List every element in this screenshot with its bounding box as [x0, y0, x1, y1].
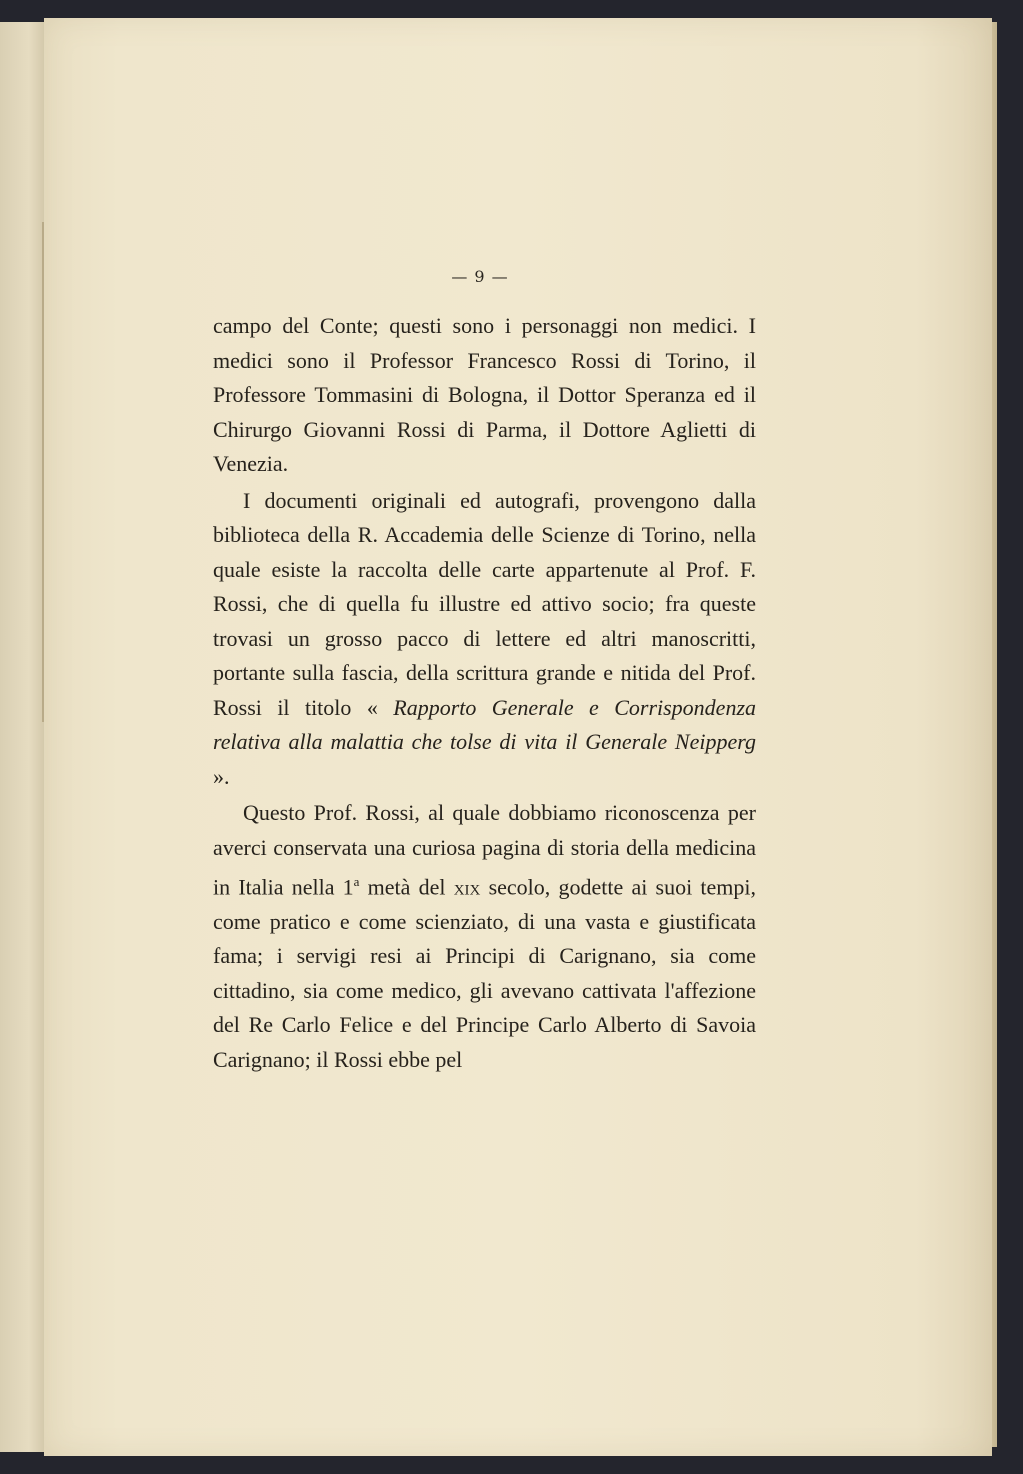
paragraph-2-end: ». — [213, 763, 230, 789]
paragraph-3-century: xix — [453, 874, 481, 900]
paragraph-2-italic-title: Rapporto Generale e Corrispondenza relativa alla malattia che tolse di vita il Generale Neipperg — [213, 694, 757, 754]
paragraph-1: campo del Conte; questi sono i personaggi non medici. I medici sono il Professor Francesco Rossi di Torino, il Professore Tommasini di Bologna, il Dottor Speranza ed il Chirurgo Giovanni Rossi di Parma, il Dottore Aglietti di Venezia. — [213, 313, 756, 476]
page-body-text — [213, 309, 756, 1077]
page-number: — 9 — — [451, 267, 509, 286]
paragraph-3 — [213, 796, 756, 1077]
paragraph-3-superscript: a — [353, 874, 360, 889]
paragraph-3-part-b: metà del — [359, 874, 454, 900]
paragraph-2-text: I documenti originali ed autografi, provengono dalla biblioteca della R. Accademia delle Scienze di Torino, nella quale esiste la raccolta delle carte appartenute al Prof. F. Rossi, che di quella fu illustre ed attivo socio; fra queste trovasi un grosso pacco di lettere ed altri manoscritti, portante sulla fascia, della scrittura grande e nitida del Prof. Rossi il titolo « — [213, 487, 756, 720]
previous-page-edge — [0, 22, 48, 1452]
paragraph-3-part-c: secolo, godette ai suoi tempi, come pratico e come scienziato, di una vasta e giustificata fama; i servigi resi ai Principi di Carignano, sia come cittadino, sia come medico, gli avevano cattivata l'affezione del Re Carlo Felice e del Principe Carlo Alberto di Savoia Carignano; il Rossi ebbe pel — [213, 874, 756, 1072]
paragraph-3-part-a: Questo Prof. Rossi, al quale dobbiamo riconoscenza per averci conservata una curiosa pagina di storia della medicina in Italia nella 1 — [213, 800, 756, 900]
paragraph-2 — [213, 484, 756, 795]
